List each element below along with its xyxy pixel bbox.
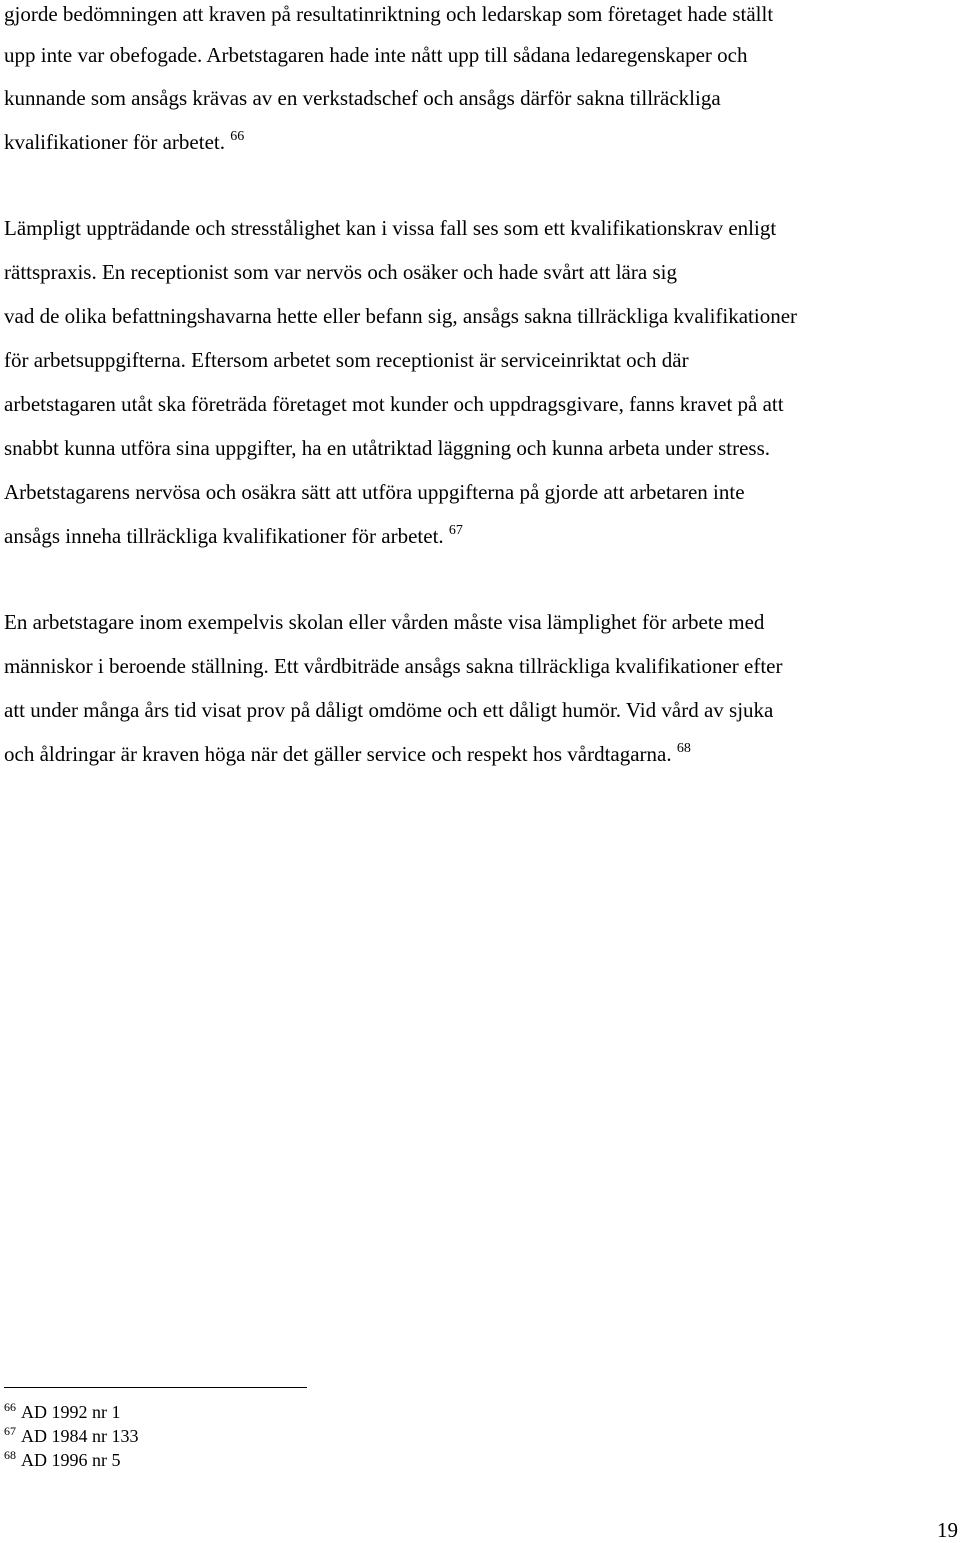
paragraph-2-line-7: Arbetstagarens nervösa och osäkra sätt att utföra uppgifterna på gjorde att arbetaren inte: [4, 480, 745, 504]
footnote-67-text: AD 1984 nr 133: [21, 1426, 139, 1446]
footnote-66-number: 66: [4, 1400, 16, 1414]
footnote-separator: [4, 1387, 307, 1388]
paragraph-3-line-4-text: och åldringar är kraven höga när det gäller service och respekt hos vårdtagarna.: [4, 742, 672, 766]
paragraph-2-line-4: för arbetsuppgifterna. Eftersom arbetet som receptionist är serviceinriktat och där: [4, 348, 689, 372]
paragraph-2-line-3: vad de olika befattningshavarna hette eller befann sig, ansågs sakna tillräckliga kvalifikationer: [4, 304, 798, 328]
paragraph-2-line-8: [4, 522, 463, 550]
footnote-ref-68: 68: [676, 741, 691, 756]
footnote-ref-66: 66: [230, 129, 245, 144]
paragraph-2-line-6: snabbt kunna utföra sina uppgifter, ha en utåtriktad läggning och kunna arbeta under stress.: [4, 436, 771, 460]
paragraph-3-line-2: människor i beroende ställning. Ett vårdbiträde ansågs sakna tillräckliga kvalifikationer efter: [4, 654, 783, 678]
paragraph-3-line-3: att under många års tid visat prov på dåligt omdöme och ett dåligt humör. Vid vård av sjuka: [4, 698, 774, 722]
footnote-68-number: 68: [4, 1448, 16, 1462]
paragraph-1-line-2: upp inte var obefogade. Arbetstagaren hade inte nått upp till sådana ledaregenskaper och: [4, 43, 748, 67]
paragraph-2-line-5: arbetstagaren utåt ska företräda företaget mot kunder och uppdragsgivare, fanns kravet på att: [4, 392, 784, 416]
page-number: 19: [937, 1518, 958, 1542]
paragraph-1-line-1: gjorde bedömningen att kraven på resultatinriktning och ledarskap som företaget hade ställt: [4, 2, 774, 26]
footnote-ref-67: 67: [448, 523, 463, 538]
paragraph-1-line-4-text: kvalifikationer för arbetet.: [4, 130, 225, 154]
paragraph-2-line-2: rättspraxis. En receptionist som var nervös och osäker och hade svårt att lära sig: [4, 260, 677, 284]
paragraph-1-line-4: [4, 128, 244, 156]
footnote-66-text: AD 1992 nr 1: [21, 1402, 121, 1422]
footnote-66: [4, 1401, 121, 1423]
footnote-68: [4, 1449, 121, 1471]
paragraph-2-line-1: Lämpligt uppträdande och stresstålighet kan i vissa fall ses som ett kvalifikationskrav enligt: [4, 216, 777, 240]
footnote-68-text: AD 1996 nr 5: [21, 1450, 121, 1470]
paragraph-3-line-1: En arbetstagare inom exempelvis skolan eller vården måste visa lämplighet för arbete med: [4, 610, 765, 634]
footnote-67-number: 67: [4, 1424, 16, 1438]
footnote-67: [4, 1425, 139, 1447]
paragraph-1-line-3: kunnande som ansågs krävas av en verkstadschef och ansågs därför sakna tillräckliga: [4, 86, 721, 110]
paragraph-2-line-8-text: ansågs inneha tillräckliga kvalifikationer för arbetet.: [4, 524, 444, 548]
paragraph-3-line-4: [4, 740, 691, 768]
